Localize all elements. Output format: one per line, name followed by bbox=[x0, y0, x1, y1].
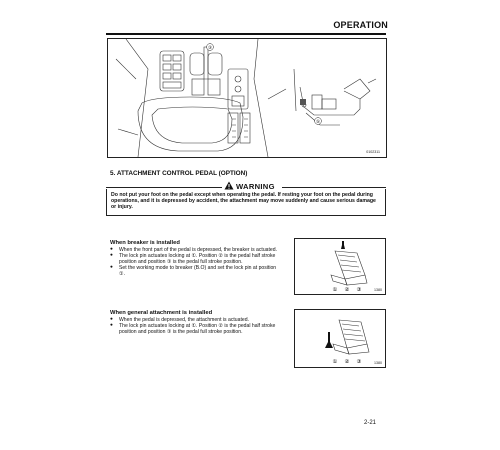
general-pedal-illustration bbox=[295, 310, 385, 367]
callout-five: ⑤ bbox=[315, 119, 321, 124]
figure-id: 1380 bbox=[374, 288, 382, 292]
figure-id: 1380 bbox=[374, 361, 382, 365]
breaker-pedal-figure bbox=[294, 238, 386, 295]
breaker-pedal-illustration bbox=[295, 239, 385, 294]
callout-three: ③ bbox=[207, 45, 213, 50]
cab-floor-illustration bbox=[108, 39, 386, 157]
cab-floor-figure bbox=[107, 38, 387, 158]
callout-one: ① bbox=[332, 287, 338, 293]
callout-two: ② bbox=[344, 359, 350, 365]
warning-text: Do not put your foot on the pedal except when operating the pedal. If resting your foot on the pedal during operations, and it is depressed by accident, the attachment may move suddenly and cause serious damage or injury. bbox=[111, 192, 376, 211]
list-item: ● When the front part of the pedal is depressed, the breaker is actuated. bbox=[110, 247, 280, 253]
general-pedal-figure bbox=[294, 309, 386, 368]
list-item: ● When the pedal is depressed, the attachment is actuated. bbox=[110, 317, 280, 323]
page-number: 2-21 bbox=[364, 420, 377, 426]
general-list bbox=[110, 317, 280, 335]
warning-label: WARNING bbox=[236, 182, 275, 191]
list-item: ● The lock pin actuates locking at ①. Position ② is the pedal half stroke position and position ③ is the pedal full stroke position. bbox=[110, 253, 280, 265]
page-header-title: OPERATION bbox=[333, 20, 388, 30]
breaker-list bbox=[110, 247, 280, 277]
header-rule bbox=[106, 33, 386, 35]
callout-three: ③ bbox=[356, 287, 362, 293]
breaker-subtitle: When breaker is installed bbox=[110, 240, 180, 246]
callout-two: ② bbox=[344, 287, 350, 293]
callout-one: ① bbox=[332, 359, 338, 365]
list-item: ● Set the working mode to breaker (B.O) and set the lock pin at position ①. bbox=[110, 265, 280, 277]
section-title: 5. ATTACHMENT CONTROL PEDAL (OPTION) bbox=[110, 170, 248, 177]
callout-three: ③ bbox=[356, 359, 362, 365]
list-item: ● The lock pin actuates locking at ①. Position ② is the pedal half stroke position and position ③ is the pedal full stroke position. bbox=[110, 323, 280, 335]
warning-block bbox=[106, 180, 386, 217]
general-subtitle: When general attachment is installed bbox=[110, 310, 213, 316]
figure-id: 0102311 bbox=[366, 150, 380, 154]
